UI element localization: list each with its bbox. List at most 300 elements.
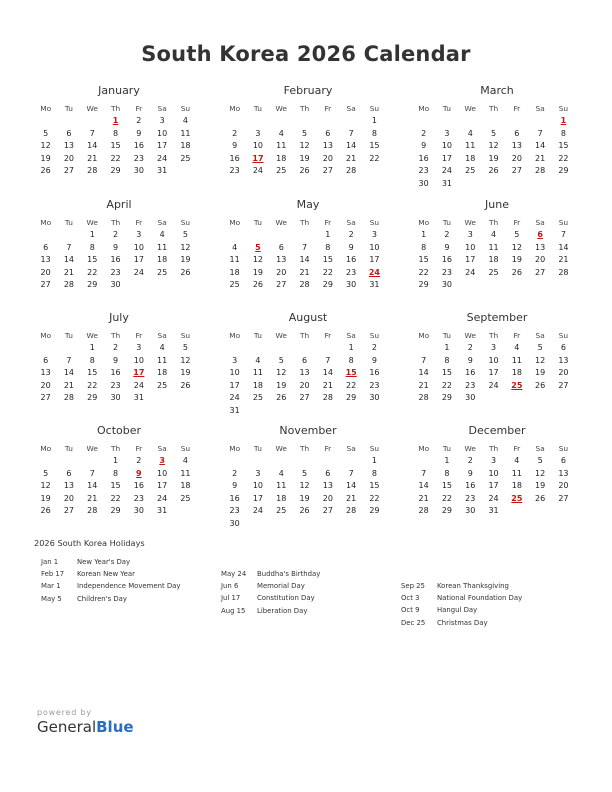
holiday-column: [401, 580, 522, 629]
day-cell: 29: [441, 393, 453, 403]
weekday-header: Tu: [253, 444, 262, 453]
day-cell: [316, 405, 339, 418]
holiday-day-cell: 6: [537, 230, 543, 239]
day-cell: 26: [511, 267, 522, 277]
day-cell: 8: [560, 128, 566, 138]
holiday-name: Buddha's Birthday: [257, 570, 321, 578]
day-cell: 13: [322, 481, 333, 491]
week-row: [34, 115, 202, 128]
day-cell: [81, 115, 104, 128]
day-cell: 5: [43, 468, 49, 478]
day-cell: 5: [278, 355, 284, 365]
week-row: [412, 229, 580, 242]
day-cell: [57, 229, 80, 242]
week-row: [223, 279, 391, 292]
day-cell: 31: [133, 393, 144, 403]
month-name: January: [98, 84, 140, 97]
day-cell: 28: [87, 166, 98, 176]
brand-name-blue: Blue: [96, 718, 134, 736]
day-cell: 12: [252, 255, 264, 265]
day-cell: 29: [110, 506, 121, 516]
weekday-header: Th: [110, 104, 121, 113]
day-cell: 28: [87, 506, 98, 516]
holiday-item: [41, 593, 181, 605]
holiday-item: [221, 568, 320, 580]
day-cell: [459, 178, 482, 191]
day-cell: 8: [89, 242, 95, 252]
day-cell: 9: [136, 128, 142, 138]
weekday-header: Mo: [418, 218, 430, 227]
day-cell: 10: [252, 481, 264, 491]
weekday-header: We: [275, 104, 287, 113]
day-cell: 6: [278, 242, 284, 252]
day-cell: 25: [276, 506, 287, 516]
day-cell: 26: [299, 506, 310, 516]
day-cell: 3: [255, 468, 261, 478]
day-cell: 16: [465, 368, 476, 378]
day-cell: 4: [278, 128, 284, 138]
day-cell: 1: [89, 230, 95, 239]
holiday-day-cell: 17: [133, 368, 145, 378]
day-cell: 20: [511, 153, 522, 163]
week-row: [412, 128, 580, 141]
day-cell: 4: [467, 128, 473, 138]
holiday-date: Dec 25: [401, 618, 426, 627]
brand-name-general: General: [37, 718, 97, 736]
day-cell: 12: [299, 481, 310, 491]
day-cell: [270, 405, 293, 418]
holiday-name: Christmas Day: [437, 618, 488, 627]
day-cell: [34, 229, 57, 242]
day-cell: [270, 342, 293, 355]
week-row: [412, 178, 580, 191]
weekday-header: Th: [110, 444, 121, 453]
weekday-header: Sa: [346, 444, 356, 453]
weekday-header: Tu: [253, 331, 262, 340]
day-cell: [34, 342, 57, 355]
week-row: [223, 392, 391, 405]
month-name: August: [288, 311, 328, 324]
day-cell: 16: [465, 481, 476, 491]
day-cell: 14: [418, 368, 429, 378]
day-cell: 28: [558, 267, 569, 277]
week-row: [412, 480, 580, 493]
weekday-header: Su: [558, 104, 569, 113]
day-cell: 15: [441, 368, 453, 378]
weekday-header: Th: [299, 218, 310, 227]
holiday-date: Jan 1: [41, 558, 59, 566]
day-cell: 26: [535, 380, 546, 390]
day-cell: 8: [348, 355, 354, 365]
day-cell: 14: [346, 481, 357, 491]
day-cell: [223, 455, 246, 468]
day-cell: [552, 279, 575, 292]
weekday-header: Fr: [513, 104, 521, 113]
day-cell: 2: [421, 128, 427, 138]
day-cell: 18: [252, 380, 264, 390]
day-cell: 26: [180, 267, 191, 277]
day-cell: [34, 115, 57, 128]
day-cell: 16: [229, 493, 240, 503]
day-cell: 3: [255, 128, 261, 138]
day-cell: 24: [488, 380, 499, 390]
weekday-header: Th: [110, 218, 121, 227]
day-cell: 1: [89, 343, 95, 352]
day-cell: 11: [252, 368, 264, 378]
day-cell: 28: [535, 166, 546, 176]
day-cell: 18: [511, 481, 522, 491]
holiday-name: Children's Day: [77, 594, 127, 603]
day-cell: [505, 115, 528, 128]
week-row: [223, 455, 391, 468]
weekday-header: Sa: [346, 331, 356, 340]
day-cell: [293, 229, 316, 242]
weekday-header: Su: [369, 104, 380, 113]
holiday-day-cell: 24: [368, 267, 380, 277]
day-cell: 12: [40, 481, 51, 491]
day-cell: 9: [421, 141, 427, 151]
day-cell: 30: [418, 178, 429, 188]
weekday-header-row: [34, 442, 202, 455]
day-cell: [435, 115, 458, 128]
day-cell: 1: [444, 343, 450, 352]
day-cell: 22: [346, 380, 357, 390]
weekday-header: Th: [488, 218, 499, 227]
week-row: [223, 405, 391, 418]
day-cell: [223, 115, 246, 128]
day-cell: 23: [441, 267, 453, 277]
day-cell: 25: [252, 393, 264, 403]
day-cell: 28: [63, 280, 75, 290]
day-cell: 21: [346, 153, 357, 163]
day-cell: 30: [369, 393, 380, 403]
weekday-header-row: [34, 216, 202, 229]
day-cell: 10: [252, 141, 264, 151]
holiday-date: Jun 6: [221, 582, 239, 591]
day-cell: 13: [299, 368, 310, 378]
day-cell: 8: [89, 355, 95, 365]
day-cell: 11: [180, 128, 191, 138]
weekday-header: Mo: [418, 104, 430, 113]
day-cell: 5: [490, 128, 497, 138]
day-cell: [482, 115, 505, 128]
day-cell: 16: [110, 368, 121, 378]
day-cell: 27: [322, 506, 333, 516]
day-cell: 21: [322, 380, 333, 390]
day-cell: 6: [560, 343, 566, 352]
day-cell: 9: [112, 355, 119, 365]
day-cell: 12: [299, 141, 310, 151]
weekday-header: Th: [299, 444, 310, 453]
day-cell: 19: [40, 153, 51, 163]
weekday-header: Su: [369, 331, 380, 340]
day-cell: 2: [232, 128, 238, 138]
holiday-column: [41, 556, 181, 605]
month-january: [34, 84, 202, 178]
weekday-header: Fr: [513, 331, 521, 340]
day-cell: 10: [157, 128, 168, 138]
day-cell: [316, 518, 339, 531]
day-cell: [482, 279, 505, 292]
day-cell: 26: [488, 166, 499, 176]
month-name: July: [109, 311, 129, 324]
day-cell: 6: [301, 355, 308, 365]
day-cell: 1: [371, 116, 377, 125]
day-cell: [293, 342, 316, 355]
month-name: March: [480, 84, 514, 97]
day-cell: [57, 455, 80, 468]
day-cell: [505, 505, 528, 518]
week-row: [412, 279, 580, 292]
week-row: [34, 267, 202, 280]
day-cell: 27: [535, 267, 546, 277]
day-cell: 5: [537, 343, 543, 352]
day-cell: 13: [40, 368, 51, 378]
day-cell: 27: [40, 280, 51, 290]
weekday-header: Tu: [64, 218, 73, 227]
day-cell: 23: [465, 380, 476, 390]
day-cell: 27: [299, 393, 310, 403]
day-cell: 26: [299, 166, 310, 176]
day-cell: 17: [252, 493, 264, 503]
day-cell: 24: [252, 506, 264, 516]
holiday-item: [41, 580, 181, 592]
day-cell: 10: [133, 242, 144, 252]
month-november: [223, 424, 391, 531]
week-row: [223, 480, 391, 493]
day-cell: 18: [180, 481, 191, 491]
day-cell: 13: [276, 255, 287, 265]
day-cell: 22: [418, 267, 429, 277]
day-cell: 1: [444, 456, 450, 465]
holiday-day-cell: 15: [345, 368, 357, 378]
day-cell: 15: [87, 368, 98, 378]
day-cell: 4: [278, 468, 284, 478]
weekday-header: Tu: [442, 218, 451, 227]
day-cell: [339, 518, 362, 531]
day-cell: 4: [514, 343, 520, 352]
day-cell: [316, 455, 339, 468]
weekday-header: Sa: [535, 444, 545, 453]
day-cell: 4: [232, 242, 238, 252]
day-cell: 27: [63, 166, 75, 176]
day-cell: 31: [157, 506, 168, 516]
day-cell: [363, 405, 386, 418]
day-cell: 28: [322, 393, 333, 403]
weekday-header: Tu: [442, 104, 451, 113]
weekday-header: Sa: [157, 218, 167, 227]
day-cell: 23: [110, 380, 121, 390]
day-cell: [363, 165, 386, 178]
weekday-header: Mo: [418, 331, 430, 340]
day-cell: 16: [369, 368, 380, 378]
day-cell: 26: [535, 493, 546, 503]
weekday-header: Tu: [64, 331, 73, 340]
weekday-header: We: [86, 218, 98, 227]
day-cell: [528, 115, 551, 128]
day-cell: 3: [136, 343, 142, 352]
holiday-date: Aug 15: [221, 606, 246, 615]
day-cell: 15: [87, 255, 98, 265]
day-cell: 27: [322, 166, 333, 176]
holiday-name: New Year's Day: [77, 558, 131, 566]
day-cell: 2: [112, 343, 119, 352]
weekday-header: Th: [488, 444, 499, 453]
weekday-header: Sa: [157, 331, 167, 340]
week-row: [223, 115, 391, 128]
weekday-header: Mo: [229, 218, 241, 227]
weekday-header: Mo: [40, 331, 52, 340]
day-cell: 20: [535, 255, 546, 265]
day-cell: [505, 279, 528, 292]
week-row: [412, 140, 580, 153]
day-cell: 11: [276, 481, 287, 491]
day-cell: [552, 505, 575, 518]
month-october: [34, 424, 202, 518]
day-cell: [552, 178, 575, 191]
day-cell: 30: [110, 393, 121, 403]
day-cell: 19: [535, 368, 546, 378]
day-cell: 9: [444, 242, 450, 252]
holiday-name: Memorial Day: [257, 582, 305, 591]
weekday-header: We: [86, 444, 98, 453]
day-cell: 24: [229, 393, 240, 403]
week-row: [34, 153, 202, 166]
day-cell: 16: [229, 153, 240, 163]
day-cell: 20: [322, 493, 333, 503]
day-cell: 12: [511, 242, 522, 252]
day-cell: 30: [133, 166, 144, 176]
week-row: [223, 505, 391, 518]
day-cell: [528, 392, 551, 405]
week-row: [34, 279, 202, 292]
day-cell: 30: [229, 518, 240, 528]
weekday-header: Tu: [253, 104, 262, 113]
day-cell: 19: [276, 380, 287, 390]
day-cell: 4: [182, 116, 188, 125]
day-cell: [552, 392, 575, 405]
day-cell: 10: [465, 242, 476, 252]
day-cell: 18: [276, 493, 287, 503]
day-cell: 21: [418, 493, 429, 503]
weekday-header: Th: [299, 331, 310, 340]
month-name: September: [466, 311, 528, 324]
day-cell: 19: [535, 481, 546, 491]
day-cell: 30: [346, 280, 357, 290]
day-cell: 14: [418, 481, 429, 491]
day-cell: [528, 505, 551, 518]
day-cell: 6: [325, 128, 331, 138]
week-row: [34, 468, 202, 481]
day-cell: [270, 518, 293, 531]
day-cell: 26: [276, 393, 287, 403]
day-cell: 25: [488, 267, 499, 277]
day-cell: 21: [63, 380, 75, 390]
day-cell: 7: [89, 468, 95, 478]
day-cell: 24: [441, 166, 453, 176]
holiday-date: May 24: [221, 570, 247, 578]
day-cell: 16: [133, 141, 144, 151]
day-cell: 6: [43, 242, 49, 252]
day-cell: 26: [40, 166, 51, 176]
weekday-header-row: [34, 329, 202, 342]
day-cell: 12: [180, 355, 191, 365]
day-cell: 29: [369, 506, 380, 516]
day-cell: 2: [467, 343, 473, 352]
day-cell: [81, 455, 104, 468]
day-cell: 8: [421, 242, 427, 252]
brand-logo[interactable]: [37, 708, 134, 736]
weekday-header: Mo: [40, 444, 52, 453]
day-cell: 14: [558, 242, 569, 252]
day-cell: 23: [133, 493, 144, 503]
holiday-day-cell: 9: [136, 468, 142, 478]
weekday-header: Tu: [64, 444, 73, 453]
day-cell: 29: [558, 166, 569, 176]
day-cell: 19: [488, 153, 499, 163]
day-cell: 1: [112, 456, 119, 465]
day-cell: 13: [558, 355, 569, 365]
weekday-header: Th: [299, 104, 310, 113]
day-cell: 14: [346, 141, 357, 151]
day-cell: [223, 229, 246, 242]
day-cell: 21: [418, 380, 429, 390]
day-cell: 18: [157, 368, 168, 378]
day-cell: 10: [488, 468, 499, 478]
weekday-header: We: [275, 331, 287, 340]
week-row: [223, 153, 391, 166]
weekday-header: We: [464, 218, 476, 227]
week-row: [412, 115, 580, 128]
day-cell: 3: [371, 230, 377, 239]
powered-by-label: powered by: [37, 708, 92, 717]
day-cell: 27: [40, 393, 51, 403]
day-cell: 29: [87, 393, 98, 403]
day-cell: [528, 279, 551, 292]
weekday-header: Tu: [253, 218, 262, 227]
day-cell: 27: [63, 506, 75, 516]
day-cell: 18: [276, 153, 287, 163]
weekday-header: Fr: [513, 218, 521, 227]
day-cell: 14: [322, 368, 333, 378]
month-name: February: [283, 84, 333, 97]
day-cell: [57, 342, 80, 355]
day-cell: 2: [136, 456, 142, 465]
weekday-header: Tu: [442, 331, 451, 340]
day-cell: 9: [112, 242, 119, 252]
week-row: [34, 455, 202, 468]
day-cell: [270, 115, 293, 128]
day-cell: 29: [346, 393, 357, 403]
holiday-date: Mar 1: [41, 582, 61, 591]
day-cell: 28: [418, 393, 429, 403]
day-cell: [246, 518, 269, 531]
week-row: [223, 165, 391, 178]
day-cell: 5: [301, 128, 308, 138]
day-cell: [223, 342, 246, 355]
day-cell: 29: [418, 280, 429, 290]
day-cell: [412, 455, 435, 468]
day-cell: 22: [369, 153, 380, 163]
day-cell: [316, 342, 339, 355]
day-cell: 13: [535, 242, 546, 252]
day-cell: 14: [299, 255, 310, 265]
day-cell: [459, 115, 482, 128]
weekday-header-row: [223, 216, 391, 229]
day-cell: 3: [490, 343, 497, 352]
day-cell: 15: [558, 141, 569, 151]
day-cell: [293, 455, 316, 468]
